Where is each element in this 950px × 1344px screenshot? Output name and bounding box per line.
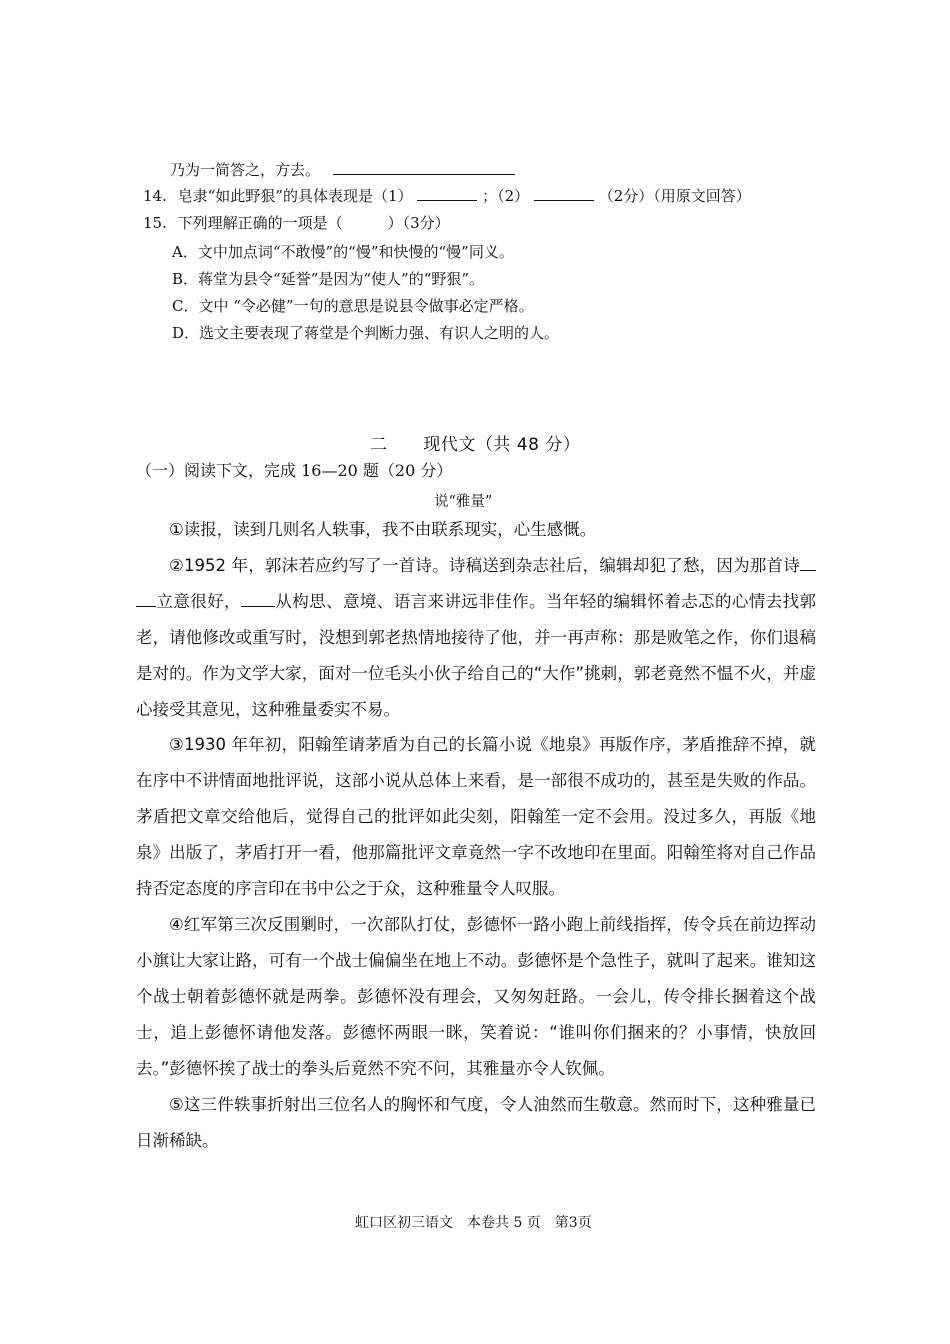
- paragraph-3: ③1930 年年初，阳翰笙请茅盾为自己的长篇小说《地泉》再版作序，茅盾推辞不掉，就在序中不讲情面地批评说，这部小说从总体上来看，是一部很不成功的，甚至是失败的作品。茅盾把文章交给他后，觉得自己的批评如此尖刻，阳翰笙一定不会用。没过多久，再版《地泉》出版了，茅盾打开一看，他那篇批评文章竟然一字不改地印在里面。阳翰笙将对自己作品持否定态度的序言印在书中公之于众，这种雅量令人叹服。: [136, 735, 816, 898]
- q15-option-d[interactable]: D．选文主要表现了蒋堂是个判断力强、有识人之明的人。: [172, 324, 560, 342]
- question-15: [143, 213, 450, 233]
- paragraph-2-blank-2[interactable]: [241, 588, 275, 607]
- paragraph-2-blank-1[interactable]: [800, 552, 816, 571]
- section-title: 现代文（共 48 分）: [423, 435, 581, 455]
- q14-text-after: （2分）（用原文回答）: [598, 187, 751, 205]
- q13-answer-blank[interactable]: [333, 160, 515, 175]
- q15-option-c[interactable]: C．文中 “令必健”一句的意思是说县令做事必定严格。: [172, 297, 534, 315]
- question-14: [143, 186, 751, 206]
- paragraph-2: [136, 548, 816, 728]
- q15-option-a[interactable]: A．文中加点词“不敢慢”的“慢”和快慢的“慢”同义。: [172, 243, 514, 261]
- q15-option-b[interactable]: B．蒋堂为县令“延誉”是因为“使人”的“野狠”。: [172, 270, 485, 288]
- paragraph-5: ⑤这三件轶事折射出三位名人的胸怀和气度，令人油然而生敬意。然而时下，这种雅量已日渐稀缺。: [136, 1095, 816, 1150]
- article-title: 说“雅量”: [434, 494, 493, 510]
- paragraph-2-blank-1-cont[interactable]: [136, 588, 156, 607]
- paragraph-2-part-b: 立意很好，: [156, 592, 241, 611]
- page-footer: 虹口区初三语文 本卷共 5 页 第3页: [355, 1215, 592, 1231]
- q13-text: 乃为一简答之，方去。: [170, 161, 321, 179]
- paragraph-2-part-a: ②1952 年，郭沫若应约写了一首诗。诗稿送到杂志社后，编辑却犯了愁，因为那首诗: [169, 556, 800, 575]
- section-numeral: 二: [370, 435, 388, 455]
- q15-stem: 下列理解正确的一项是（ ）（3分）: [177, 214, 450, 232]
- section-heading: [370, 430, 580, 455]
- q14-text-before: 皂隶“如此野狠”的具体表现是（1）: [177, 187, 413, 205]
- q14-blank-1[interactable]: [417, 186, 477, 201]
- q14-separator: ；（2）: [482, 187, 530, 205]
- q15-number: 15.: [143, 214, 167, 232]
- q13-answer-line: [170, 160, 515, 180]
- part-instruction: （一）阅读下文，完成 16—20 题（20 分）: [136, 461, 453, 480]
- paragraph-4: ④红军第三次反围剿时，一次部队打仗，彭德怀一路小跑上前线指挥，传令兵在前边挥动小旗让大家让路，可有一个战士偏偏坐在地上不动。彭德怀是个急性子，就叫了起来。谁知这个战士朝着彭德怀就是两拳。彭德怀没有理会，又匆匆赶路。一会儿，传令排长捆着这个战士，追上彭德怀请他发落。彭德怀两眼一眯，笑着说：“谁叫你们捆来的？小事情，快放回去。”彭德怀挨了战士的拳头后竟然不究不问，其雅量亦令人钦佩。: [136, 915, 816, 1078]
- q14-number: 14.: [143, 187, 167, 205]
- paragraph-2-part-c: 从构思、意境、语言来讲远非佳作。当年轻的编辑怀着忐忑的心情去找郭老，请他修改或重写时，没想到郭老热情地接待了他，并一再声称：那是败笔之作，你们退稿是对的。作为文学大家，面对一位毛头小伙子给自己的“大作”挑刺，郭老竟然不愠不火，并虚心接受其意见，这种雅量委实不易。: [136, 592, 817, 719]
- q14-blank-2[interactable]: [534, 186, 594, 201]
- paragraph-1: ①读报，读到几则名人轶事，我不由联系现实，心生感慨。: [169, 520, 597, 539]
